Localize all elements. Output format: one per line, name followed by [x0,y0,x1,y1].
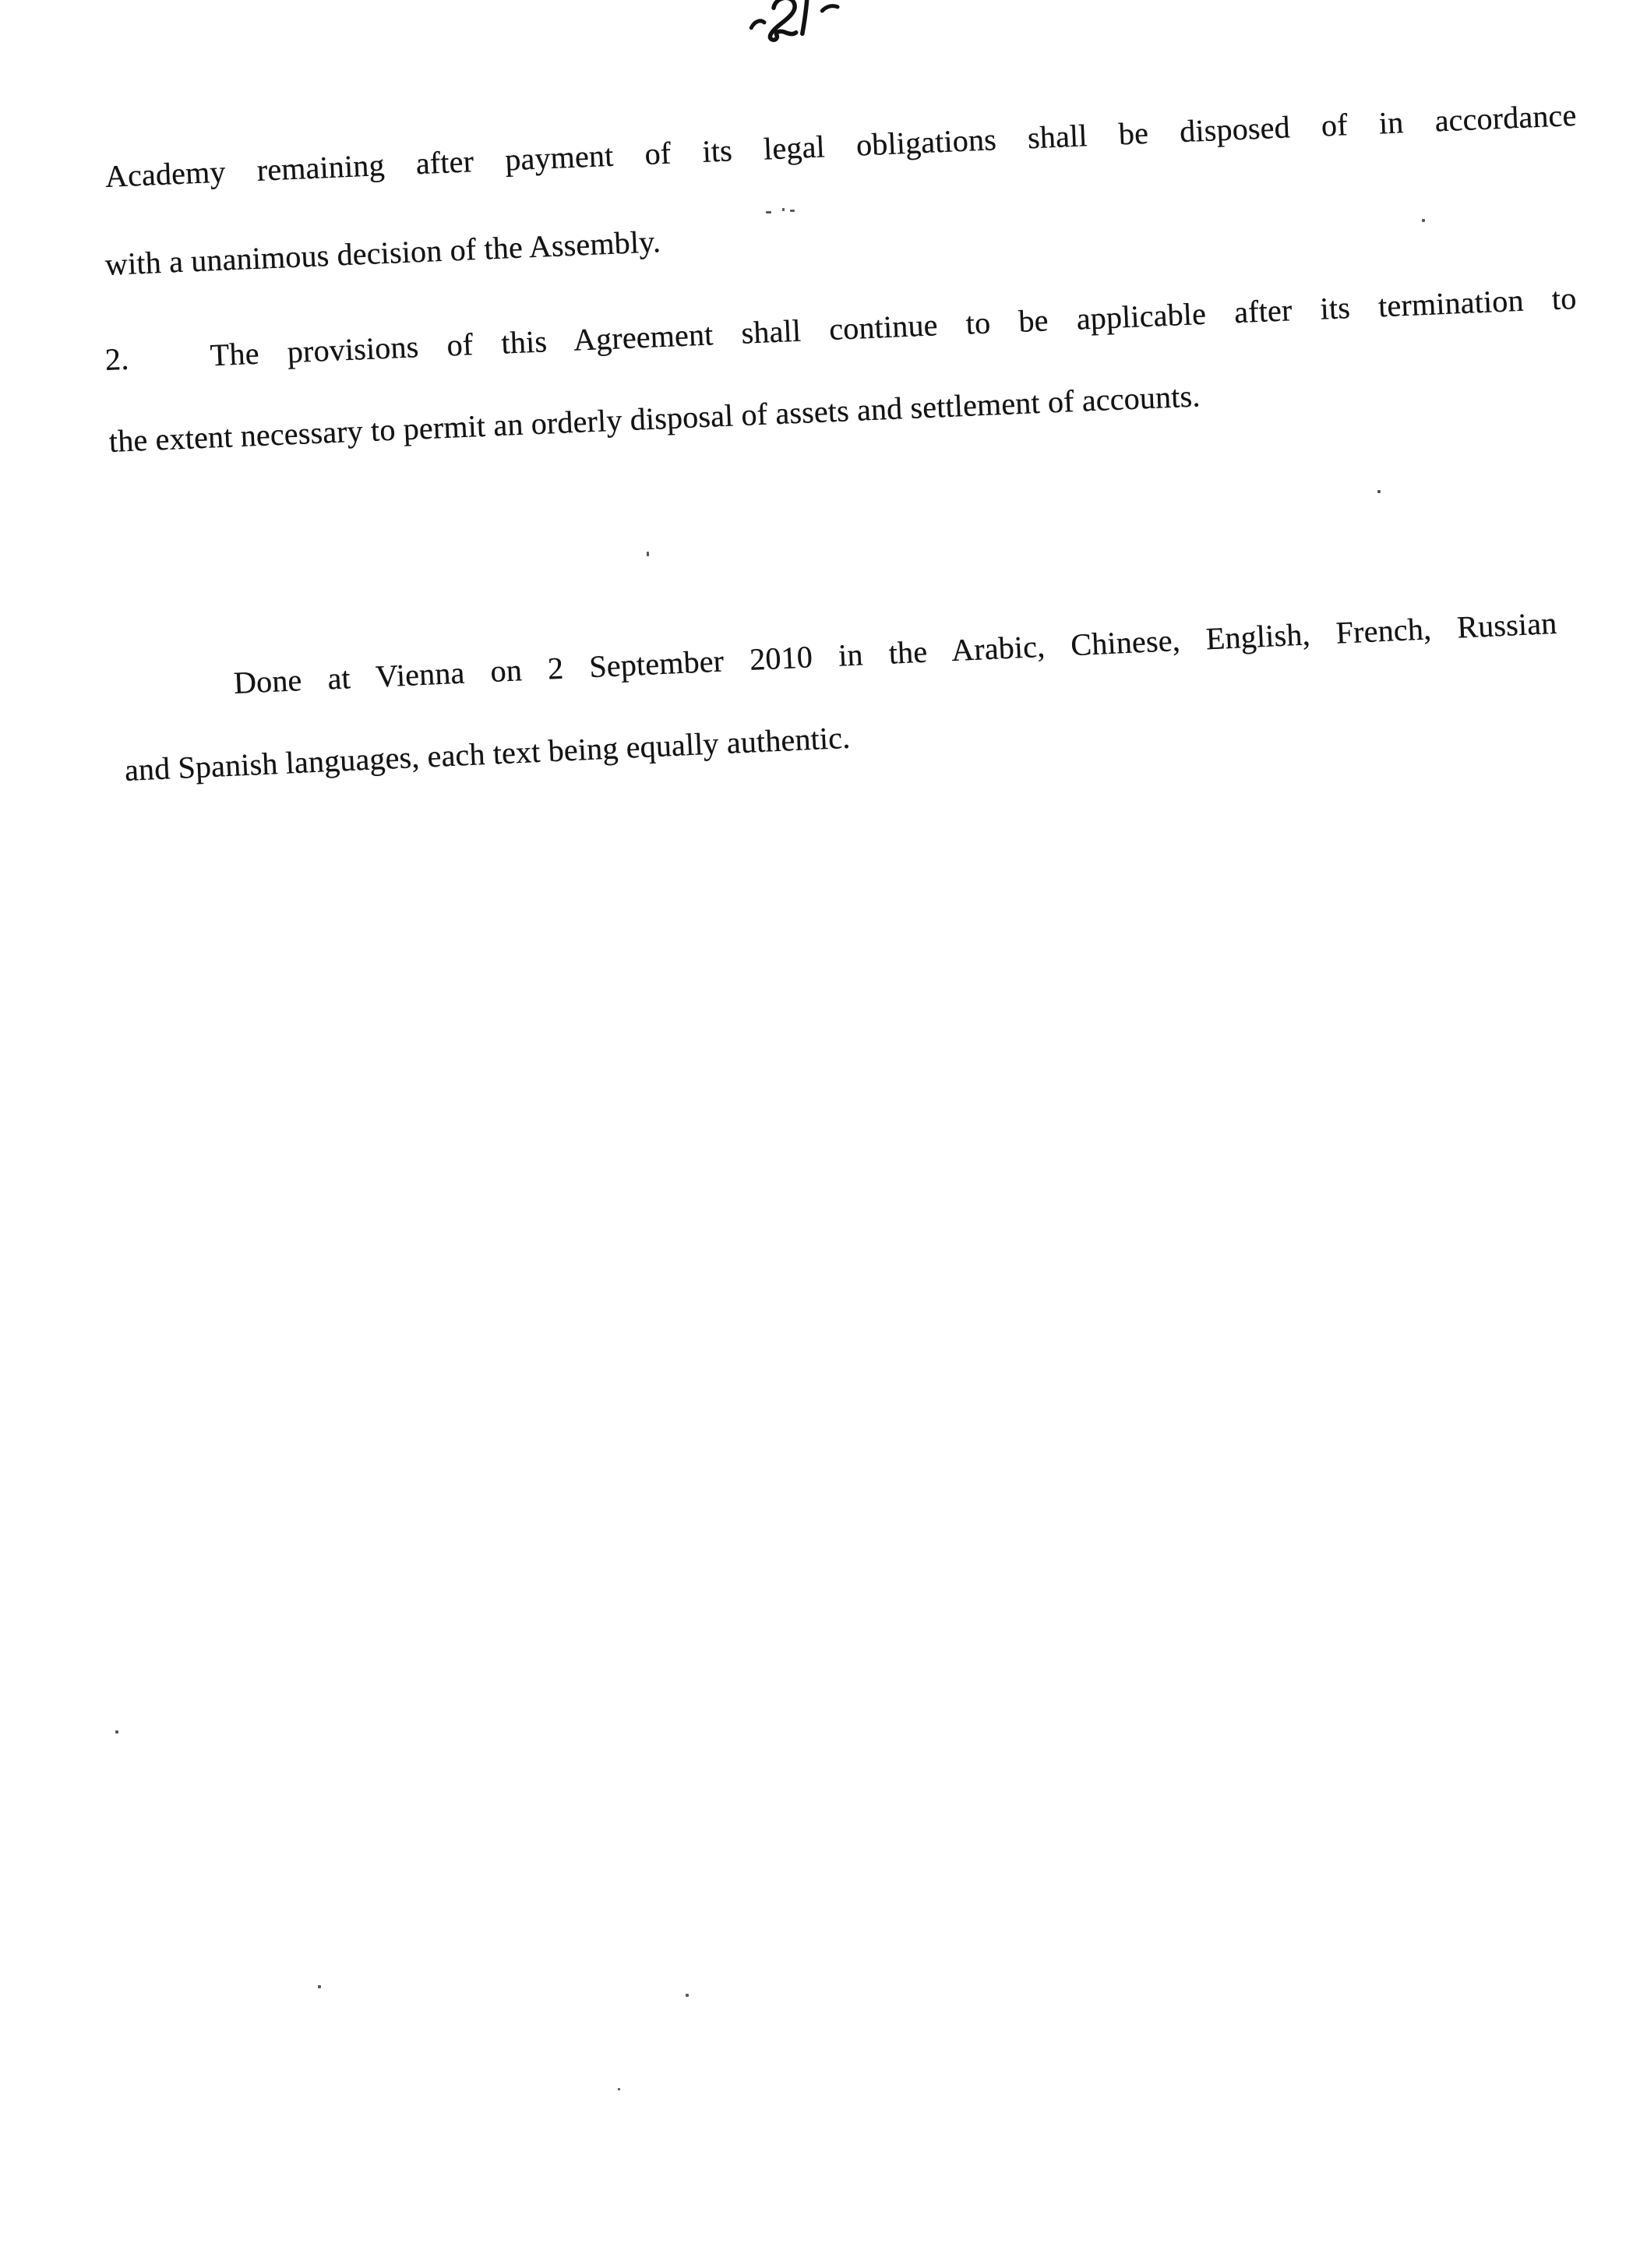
scan-speck [782,208,785,211]
handwritten-digit-2 [768,0,797,41]
closing-line-1: Done at Vienna on 2 September 2010 in the Arabic, Chinese, English, French, Russian [232,605,1558,700]
scan-speck [766,211,771,213]
paragraph-2-number: 2. [104,340,130,377]
paragraph-2-line-1 [104,280,1577,378]
paragraph-2-text: The provisions of this Agreement shall continue to be applicable after its termination to [209,280,1578,373]
handwritten-page-number [739,0,873,50]
scan-speck [647,552,649,556]
scan-speck [1422,219,1425,222]
scan-speck [115,1730,118,1734]
handwritten-digit-1 [800,0,809,34]
paragraph-1-line-2: with a unanimous decision of the Assembly. [104,224,661,282]
scan-speck [318,1985,321,1988]
paragraph-2-line-2: the extent necessary to permit an orderly disposal of assets and settlement of accounts. [108,378,1201,459]
scan-speck [686,1994,689,1997]
handwritten-dash-left [751,21,764,28]
scan-speck [790,210,795,212]
handwritten-page-number-ink [739,0,873,50]
scan-speck [1377,490,1381,493]
scan-speck [618,2088,620,2090]
paragraph-1-line-1: Academy remaining after payment of its legal obligations shall be disposed of in accordance [104,97,1578,194]
closing-line-2: and Spanish languages, each text being equally authentic. [123,719,852,788]
handwritten-dash-right [822,5,838,11]
